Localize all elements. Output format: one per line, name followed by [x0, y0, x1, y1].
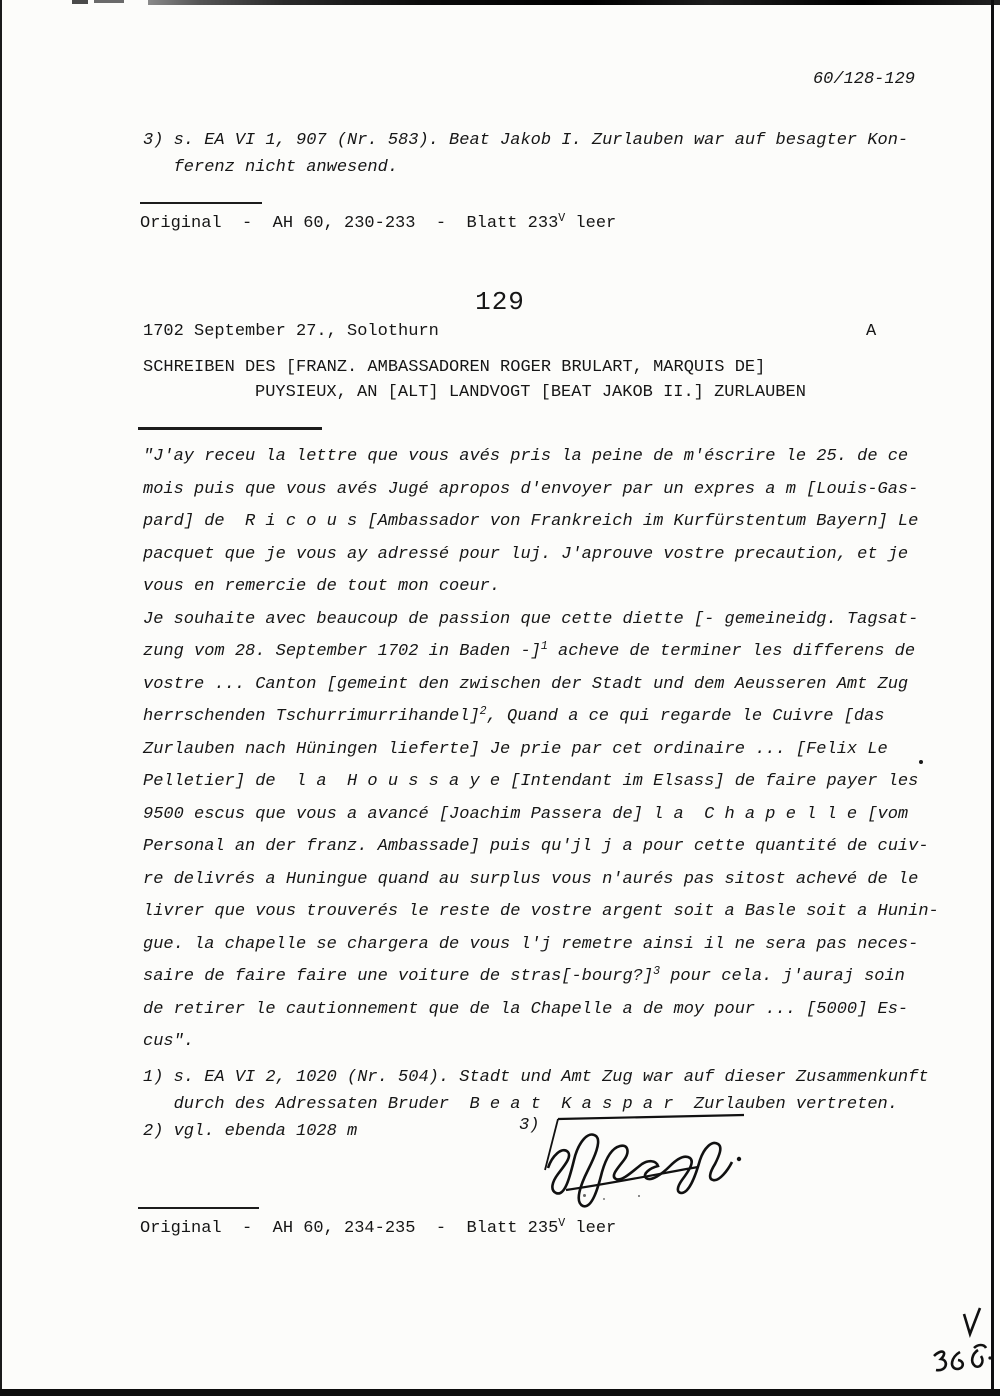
entry-title [143, 355, 806, 405]
text-line [143, 929, 939, 962]
text-line [143, 961, 939, 994]
text-line [143, 864, 939, 897]
scan-bottom-edge [0, 1389, 1000, 1396]
text-line [143, 766, 939, 799]
page-header-archive-ref: 60/128-129 [812, 70, 915, 89]
text-segment: mois puis que vous avés Jugé apropos d'envoyer par un expres a m [Louis-Gas- [143, 479, 919, 499]
text-segment: Je souhaite avec beaucoup de passion que cette diette [- gemeineidg. Tagsat- [143, 609, 919, 629]
text-segment: , Quand a ce qui regarde le Cuivre [das [486, 707, 885, 726]
text-segment: pour cela. j'auraj soin [660, 967, 905, 986]
letter-body [143, 441, 939, 1059]
text-line [143, 734, 939, 767]
text-segment: herrschenden Tschurrimurrihandel] [143, 707, 480, 726]
text-segment: Pelletier] de l a H o u s s a y e [Intendant im Elsass] de faire payer les [143, 772, 919, 791]
text-segment: pard] de R i c o u s [Ambassador von Frankreich im Kurfürstentum Bayern] Le [143, 512, 919, 531]
handwritten-pencil-marks [918, 1300, 1000, 1390]
text-line [143, 441, 939, 474]
entry-number: 129 [475, 287, 525, 317]
text-line [143, 474, 939, 507]
entry-dateline: 1702 September 27., Solothurn [143, 322, 439, 341]
text-line [143, 994, 939, 1027]
scan-right-edge [991, 0, 994, 1396]
text-line [143, 636, 939, 669]
text-line [143, 669, 939, 702]
scan-left-edge [0, 0, 2, 1396]
text-line [143, 1026, 939, 1059]
text-line [143, 539, 939, 572]
text-segment: vostre ... Canton [gemeint den zwischen der Stadt und dem Aeusseren Amt Zug [143, 674, 909, 694]
superscript: V [558, 1216, 566, 1230]
text-segment: re delivrés a Huningue quand au surplus vous n'aurés pas sitost achevé de le [143, 869, 919, 889]
footnote-3-label: 3) [519, 1116, 540, 1135]
text-segment: leer [565, 214, 617, 233]
divider-rule [138, 1207, 259, 1209]
text-segment: acheve de terminer les differens de [547, 642, 916, 661]
text-line: durch des Adressaten Bruder B e a t K a s p a r Zurlauben vertreten. [143, 1095, 898, 1114]
text-segment: zung vom 28. September 1702 in Baden -] [143, 642, 541, 661]
scan-speck [583, 1194, 586, 1197]
source-line-top [140, 211, 617, 233]
text-segment: 9500 escus que vous a avancé [Joachim Passera de] l a C h a p e l l e [vom [143, 804, 909, 824]
text-segment: leer [565, 1219, 617, 1238]
text-segment: livrer que vous trouverés le reste de vostre argent soit a Basle soit a Hunin- [143, 902, 939, 921]
superscript: 3 [653, 964, 661, 978]
divider-rule [138, 427, 322, 430]
previous-entry-footnote [143, 127, 908, 181]
text-segment: Original - AH 60, 230-233 - Blatt 233 [140, 214, 559, 233]
text-line: ferenz nicht anwesend. [143, 158, 399, 177]
text-segment: pacquet que je vous ay adressé pour luj. J'aprouve vostre precaution, et je [143, 544, 909, 564]
text-line [143, 506, 939, 539]
divider-rule [140, 202, 262, 204]
superscript: 2 [479, 704, 487, 718]
text-segment: Zurlauben nach Hüningen lieferte] Je prie par cet ordinaire ... [Felix Le [143, 739, 888, 759]
text-segment: de retirer le cautionnement que de la Chapelle a de moy pour ... [5000] Es- [143, 999, 909, 1019]
superscript: 1 [540, 639, 548, 653]
text-segment: Personal an der franz. Ambassade] puis qu'jl j a pour cette quantité de cuiv- [143, 837, 929, 856]
text-segment: "J'ay receu la lettre que vous avés pris la peine de m'éscrire le 25. de ce [143, 447, 909, 466]
text-line [143, 701, 939, 734]
signature-scrawl-icon [538, 1110, 753, 1210]
scan-top-band [148, 0, 1000, 5]
superscript: V [558, 211, 566, 225]
text-segment: Original - AH 60, 234-235 - Blatt 235 [140, 1219, 559, 1238]
text-segment: vous en remercie de tout mon coeur. [143, 577, 501, 596]
text-line [143, 896, 939, 929]
entry-letter-mark: A [866, 322, 877, 341]
text-line [143, 604, 939, 637]
text-line [143, 799, 939, 832]
text-line: 1) s. EA VI 2, 1020 (Nr. 504). Stadt und Amt Zug war auf dieser Zusammenkunft [143, 1068, 929, 1087]
text-line: PUYSIEUX, AN [ALT] LANDVOGT [BEAT JAKOB II.] ZURLAUBEN [255, 383, 806, 402]
scan-top-band-fragment [94, 0, 124, 3]
source-line-bottom [140, 1216, 617, 1238]
scan-speck [919, 760, 923, 764]
text-segment: saire de faire faire une voiture de stras[-bourg?] [143, 967, 654, 986]
text-line: SCHREIBEN DES [FRANZ. AMBASSADOREN ROGER BRULART, MARQUIS DE] [143, 358, 766, 377]
scan-speck [603, 1198, 605, 1200]
text-segment: gue. la chapelle se chargera de vous l'j remetre ainsi il ne sera pas neces- [143, 934, 919, 954]
text-line [143, 571, 939, 604]
scan-speck [638, 1195, 640, 1197]
text-segment: cus". [143, 1032, 195, 1051]
text-line [143, 831, 939, 864]
scan-top-band-fragment [72, 0, 88, 4]
text-line: 3) s. EA VI 1, 907 (Nr. 583). Beat Jakob I. Zurlauben war auf besagter Kon- [143, 131, 909, 150]
text-line: 2) vgl. ebenda 1028 m [143, 1122, 358, 1141]
